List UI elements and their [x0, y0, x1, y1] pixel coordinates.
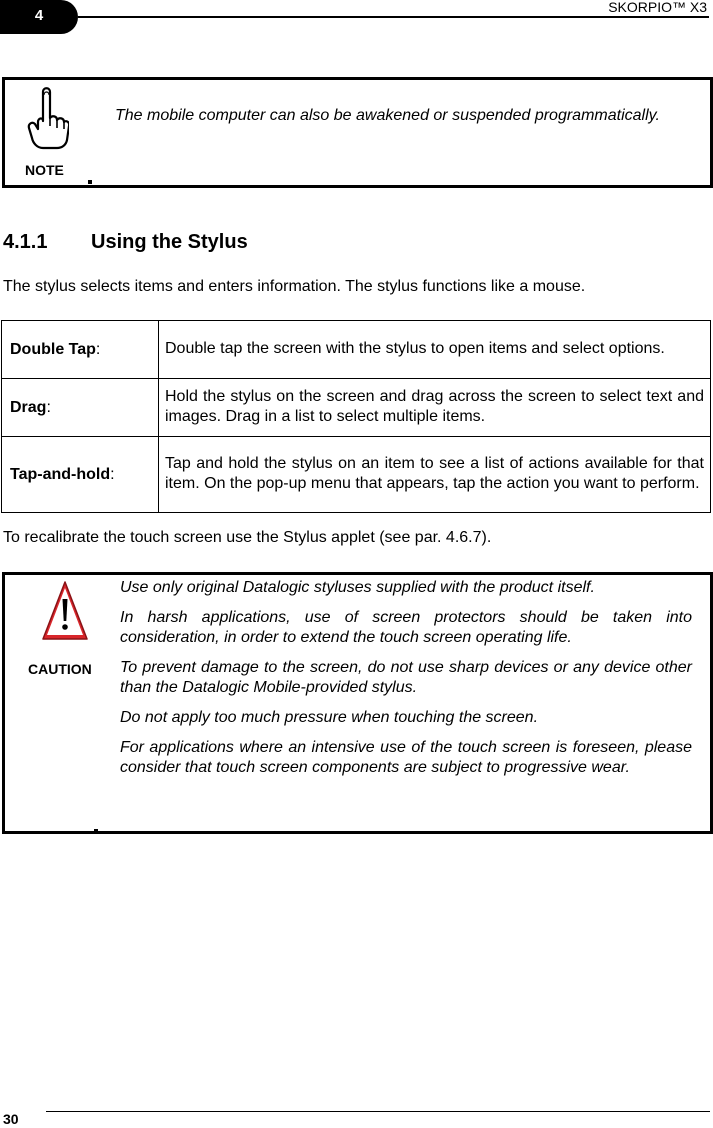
section-heading: [3, 231, 248, 254]
caution-paragraph: In harsh applications, use of screen protectors should be taken into consideration, in order to extend the touch screen operating life.: [120, 609, 692, 646]
chapter-number: 4: [34, 7, 44, 24]
product-title: SKORPIO™ X3: [608, 0, 707, 15]
section-intro: The stylus selects items and enters information. The stylus functions like a mouse.: [3, 278, 586, 295]
table-row: [2, 379, 711, 437]
caution-paragraph: For applications where an intensive use of the touch screen is foreseen, please consider that touch screen components are subject to progressive wear.: [120, 739, 692, 776]
table-row: [2, 321, 711, 379]
gesture-description: Tap and hold the stylus on an item to see a list of actions available for that item. On the pop-up menu that appears, tap the action you want to perform.: [159, 437, 711, 513]
caution-paragraph: Do not apply too much pressure when touching the screen.: [120, 709, 539, 726]
caution-paragraph: To prevent damage to the screen, do not use sharp devices or any device other than the Datalogic Mobile-provided stylus.: [120, 659, 692, 696]
note-text: The mobile computer can also be awakened or suspended programmatically.: [115, 107, 660, 124]
recalibrate-text: To recalibrate the touch screen use the Stylus applet (see par. 4.6.7).: [3, 529, 492, 546]
note-divider: [88, 180, 92, 184]
page-number: 30: [3, 1111, 19, 1127]
gesture-term: Double Tap:: [2, 321, 159, 379]
gestures-table: [1, 320, 711, 513]
caution-body: [120, 578, 692, 788]
caution-box: [2, 572, 713, 834]
chapter-badge: [0, 0, 78, 34]
caution-label: CAUTION: [28, 661, 92, 677]
gesture-description: Hold the stylus on the screen and drag across the screen to select text and images. Drag in a list to select multiple items.: [159, 379, 711, 437]
table-row: [2, 437, 711, 513]
gesture-description: Double tap the screen with the stylus to open items and select options.: [159, 321, 711, 379]
gesture-term: Tap-and-hold:: [2, 437, 159, 513]
caution-paragraph: Use only original Datalogic styluses supplied with the product itself.: [120, 579, 595, 596]
caution-divider: [94, 829, 98, 833]
gesture-term: Drag:: [2, 379, 159, 437]
warning-icon: [41, 579, 89, 643]
pointing-hand-icon: [25, 84, 69, 150]
note-label: NOTE: [25, 162, 64, 178]
footer-rule: [46, 1111, 710, 1112]
note-box: [2, 77, 713, 188]
section-title: Using the Stylus: [91, 231, 248, 253]
header-rule: [78, 16, 709, 18]
section-number: 4.1.1: [3, 231, 48, 253]
